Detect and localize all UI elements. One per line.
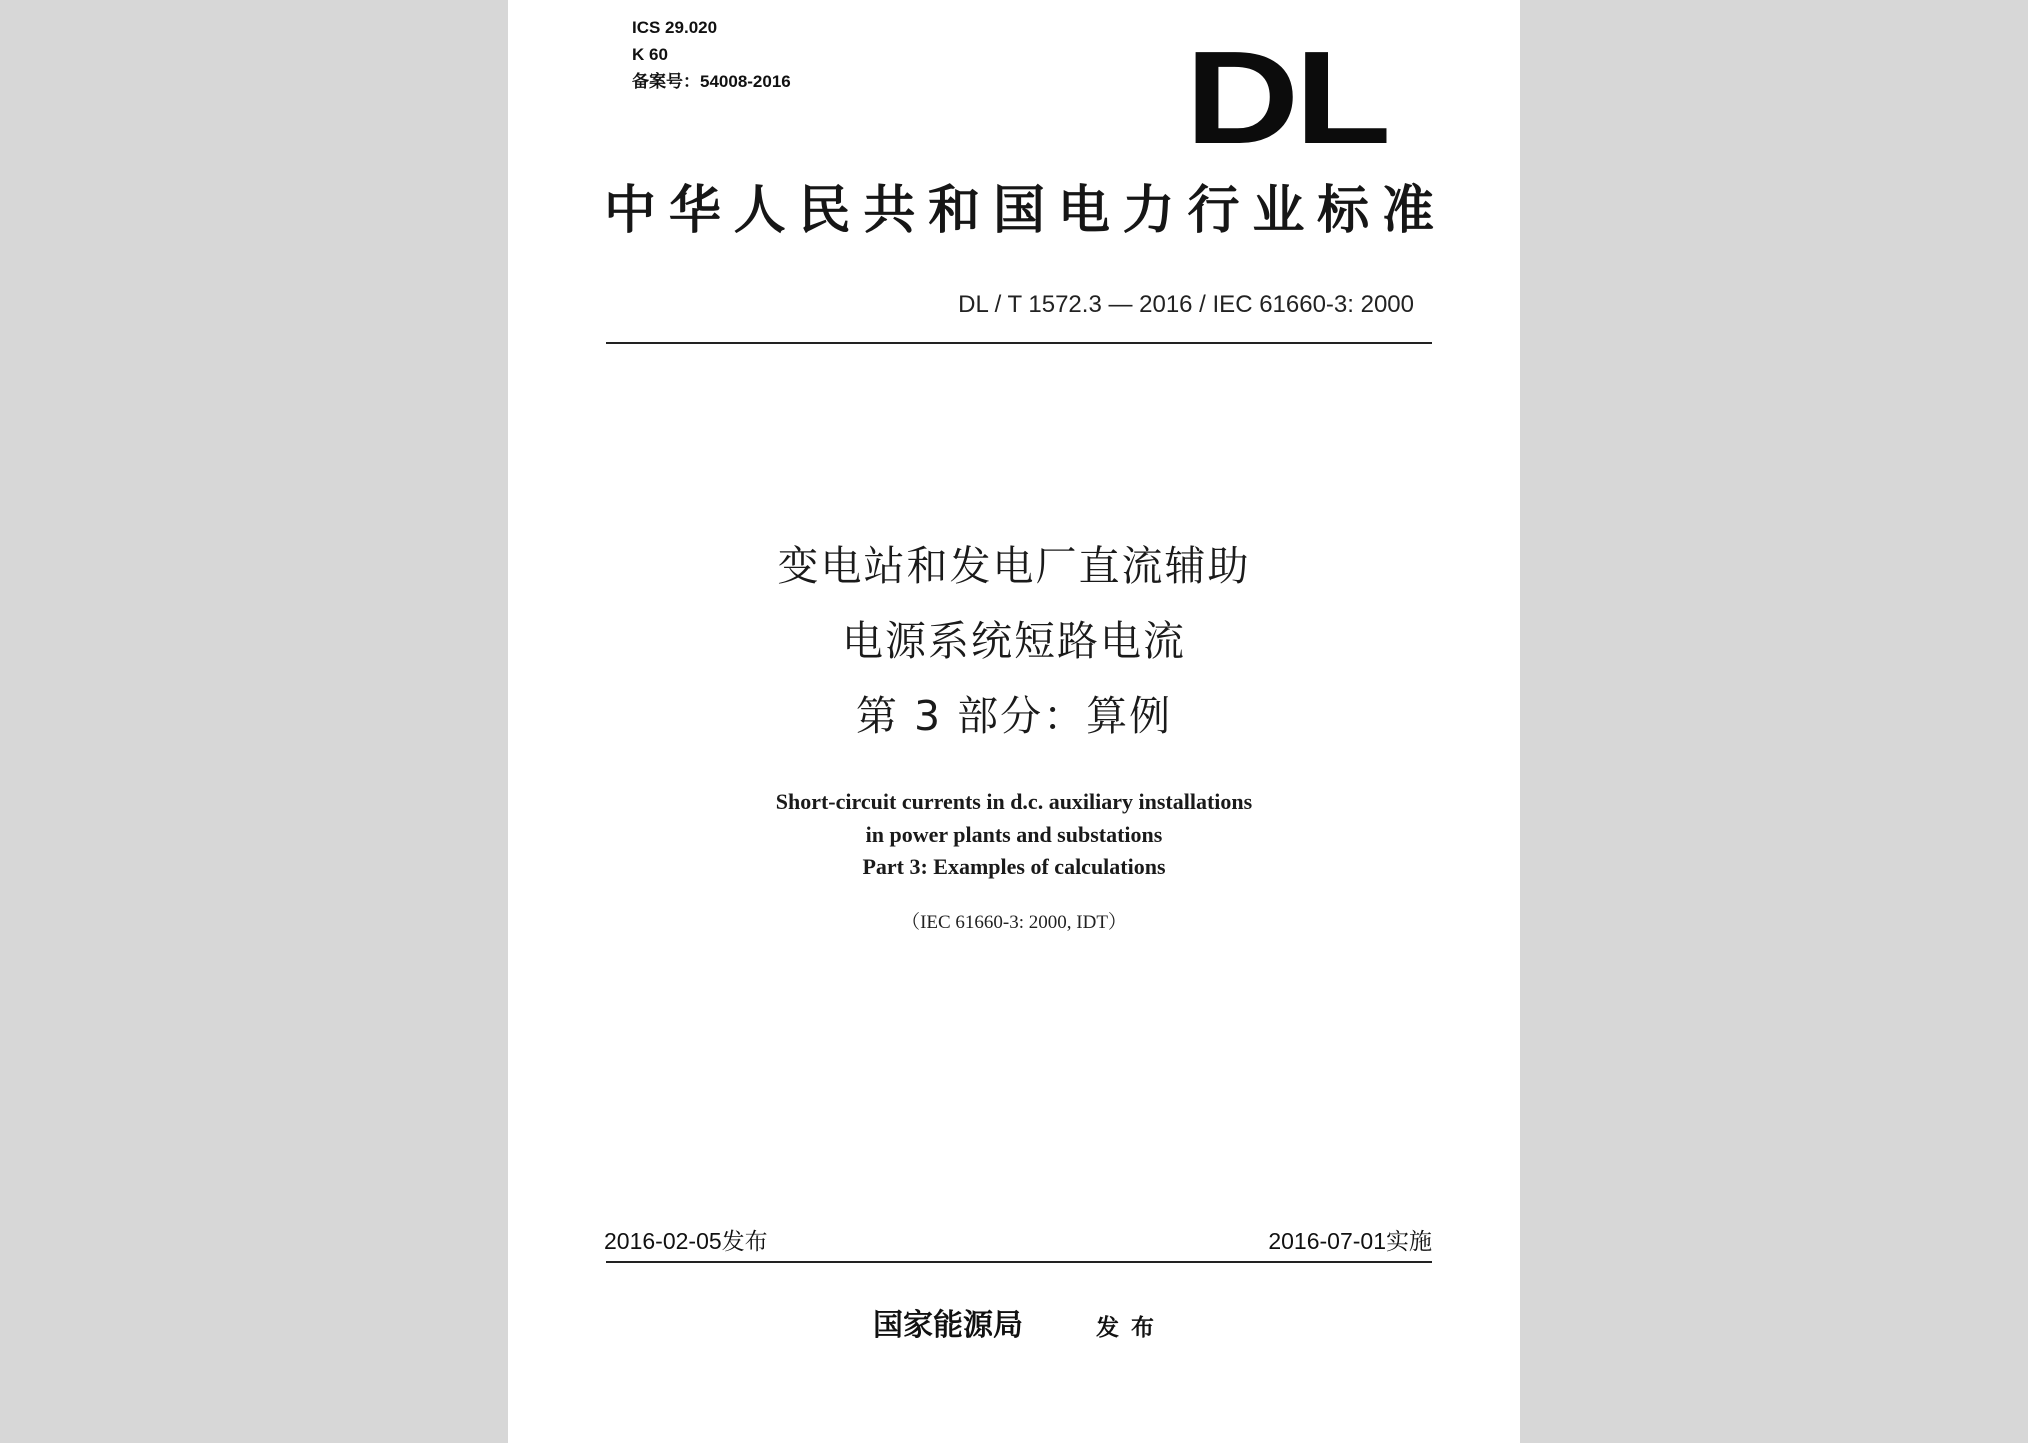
national-standard-title: 中华人民共和国电力行业标准 — [604, 180, 1434, 241]
iec-equivalence: （IEC 61660-3: 2000, IDT） — [901, 912, 1127, 933]
publisher-name: 国家能源局 — [873, 1308, 1023, 1343]
dl-logo: DL — [1185, 24, 1387, 171]
publisher-action: 发布 — [1096, 1314, 1166, 1341]
implementation-date: 2016-07-01实施 — [1268, 1228, 1432, 1254]
ccs-code: K 60 — [632, 45, 668, 64]
publish-date: 2016-02-05发布 — [604, 1228, 768, 1254]
chinese-title-line-2: 电源系统短路电流 — [842, 617, 1186, 665]
bottom-divider — [606, 1261, 1432, 1263]
record-number: 备案号：54008-2016 — [632, 72, 791, 91]
document-page — [508, 0, 1520, 1443]
chinese-title-line-3: 第 3 部分：算例 — [855, 692, 1173, 740]
ics-code: ICS 29.020 — [632, 18, 718, 37]
english-title-line-1: Short-circuit currents in d.c. auxiliary installations — [775, 789, 1253, 814]
english-title-line-2: in power plants and substations — [865, 822, 1163, 847]
chinese-title-line-1: 变电站和发电厂直流辅助 — [777, 542, 1251, 590]
english-title-line-3: Part 3: Examples of calculations — [862, 854, 1166, 879]
standard-number: DL / T 1572.3 — 2016 / IEC 61660-3: 2000 — [958, 291, 1414, 318]
top-divider — [606, 342, 1432, 344]
